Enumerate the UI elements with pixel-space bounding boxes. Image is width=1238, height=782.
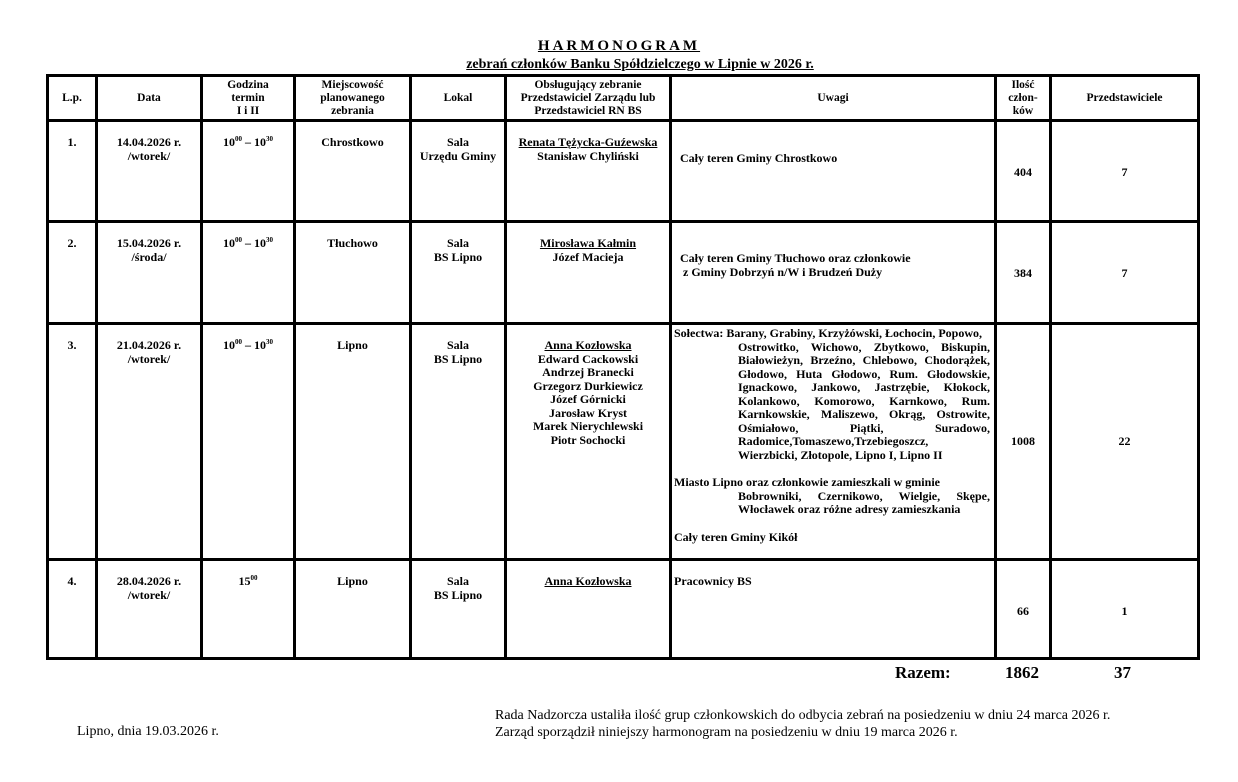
- row-remarks: Pracownicy BS: [671, 560, 996, 659]
- time-text: $15^{00}$: [238, 574, 258, 588]
- day-text: /wtorek/: [127, 351, 171, 366]
- solectwa-first-line: Sołectwa: Barany, Grabiny, Krzyżówski, Łochocin, Popowo,: [674, 326, 983, 340]
- miasto-list: Bobrowniki, Czernikowo, Wielgie, Skępe, Włocławek oraz różne adresy zamieszkania: [738, 488, 990, 516]
- venue-line: Sala: [446, 338, 469, 352]
- miasto-first-line: Miasto Lipno oraz członkowie zamieszkali w gminie: [674, 475, 940, 489]
- header-venue: Lokal: [411, 76, 506, 121]
- header-line: Obsługujący zebranie: [534, 78, 642, 91]
- representative: Józef Macieja: [552, 249, 624, 264]
- venue-line: BS Lipno: [433, 351, 483, 366]
- row-place: Lipno: [295, 324, 411, 560]
- table-row: [48, 222, 1199, 324]
- representative: Józef Górnicki: [550, 392, 626, 406]
- row-remarks: Cały teren Gminy Chrostkowo: [671, 121, 996, 222]
- row-delegates: 22: [1051, 324, 1199, 560]
- header-line: ków: [1012, 104, 1034, 117]
- row-date: [97, 560, 202, 659]
- header-lp: L.p.: [48, 76, 97, 121]
- row-venue: [411, 222, 506, 324]
- solectwa-list: Ostrowitko, Wichowo, Zbytkowo, Biskupin, Białowieżyn, Brzeźno, Chlebowo, Chodorążek, Głodowo, Huta Głodowo, Rum. Głodowskie, Ignackowo, Jankowo, Jastrzębie, Kłokock, Kolankowo, Komorowo, Karnkowo, Rum. Karnkowskie, Maliszewo, Okrąg, Ostrowite, Ośmiałowo, Piątki, Suradowo, Radomice,Tomaszewo,Trzebiegoszcz, Wierzbicki, Złotopole, Lipno I, Lipno II: [738, 339, 990, 462]
- row-remarks: [671, 222, 996, 324]
- row-representatives: [506, 222, 671, 324]
- representative: Jarosław Kryst: [548, 405, 628, 420]
- header-line: człon-: [1008, 91, 1038, 104]
- footer-note-board: Zarząd sporządził niniejszy harmonogram na posiedzeniu w dniu 19 marca 2026 r.: [495, 725, 958, 740]
- row-members: 1008: [996, 324, 1051, 560]
- day-text: /wtorek/: [127, 587, 171, 602]
- primary-representative: Anna Kozłowska: [544, 574, 632, 588]
- row-number: 4.: [48, 560, 97, 659]
- footer-note-council: Rada Nadzorcza ustaliła ilość grup członkowskich do odbycia zebrań na posiedzeniu w dniu 24 marca 2026 r.: [495, 708, 1111, 723]
- representative: Grzegorz Durkiewicz: [533, 378, 643, 393]
- primary-representative: Mirosława Kałmin: [539, 236, 637, 250]
- header-delegates: Przedstawiciele: [1051, 76, 1199, 121]
- row-members: 384: [996, 222, 1051, 324]
- representative: Piotr Sochocki: [550, 432, 626, 447]
- row-members: 404: [996, 121, 1051, 222]
- row-time: [202, 560, 295, 659]
- document-subtitle: zebrań członków Banku Spółdzielczego w Lipnie w 2026 r.: [466, 57, 814, 72]
- remarks-line: z Gminy Dobrzyń n/W i Brudzeń Duży: [683, 264, 883, 279]
- header-line: Godzina: [227, 78, 269, 91]
- header-line: zebrania: [331, 104, 374, 117]
- row-representatives: [506, 324, 671, 560]
- header-line: I i II: [236, 104, 260, 117]
- primary-representative: Renata Tężycka-Guźewska: [518, 135, 658, 149]
- row-date: [97, 222, 202, 324]
- table-row: [48, 121, 1199, 222]
- row-representatives: [506, 560, 671, 659]
- row-time: [202, 324, 295, 560]
- total-delegates: 37: [1114, 663, 1131, 682]
- header-date: Data: [97, 76, 202, 121]
- time-text: $10^{00} - 10^{30}$: [223, 135, 273, 149]
- row-place: Chrostkowo: [295, 121, 411, 222]
- row-number: 1.: [48, 121, 97, 222]
- total-label: Razem:: [895, 663, 951, 682]
- row-representatives: [506, 121, 671, 222]
- primary-representative: Anna Kozłowska: [544, 338, 632, 352]
- row-place: Lipno: [295, 560, 411, 659]
- schedule-table: [46, 74, 1200, 660]
- date-text: 14.04.2026 r.: [116, 135, 182, 149]
- venue-line: Sala: [446, 236, 469, 250]
- representative: Stanisław Chyliński: [537, 148, 639, 163]
- table-row: [48, 324, 1199, 560]
- day-text: /środa/: [131, 249, 167, 264]
- header-place: [295, 76, 411, 121]
- row-delegates: 1: [1051, 560, 1199, 659]
- row-time: [202, 222, 295, 324]
- date-text: 28.04.2026 r.: [116, 574, 182, 588]
- header-row: [48, 76, 1199, 121]
- row-venue: [411, 324, 506, 560]
- row-members: 66: [996, 560, 1051, 659]
- venue-line: Sala: [446, 135, 469, 149]
- header-line: planowanego: [320, 91, 385, 104]
- row-venue: [411, 121, 506, 222]
- row-number: 3.: [48, 324, 97, 560]
- footer-place-date: Lipno, dnia 19.03.2026 r.: [77, 724, 219, 739]
- total-members: 1862: [1005, 663, 1039, 682]
- document-title: HARMONOGRAM: [537, 38, 701, 54]
- row-delegates: 7: [1051, 121, 1199, 222]
- header-remarks: Uwagi: [671, 76, 996, 121]
- venue-line: BS Lipno: [433, 249, 483, 264]
- header-line: Przedstawiciel RN BS: [534, 104, 642, 117]
- time-text: $10^{00} - 10^{30}$: [223, 338, 273, 352]
- representative: Andrzej Branecki: [542, 365, 634, 379]
- date-text: 21.04.2026 r.: [116, 338, 182, 352]
- header-line: termin: [231, 91, 265, 104]
- day-text: /wtorek/: [127, 148, 171, 163]
- row-remarks: [671, 324, 996, 560]
- representative: Edward Cackowski: [537, 351, 639, 366]
- time-text: $10^{00} - 10^{30}$: [223, 236, 273, 250]
- header-time: [202, 76, 295, 121]
- venue-line: Sala: [446, 574, 469, 588]
- header-members: [996, 76, 1051, 121]
- header-representatives: [506, 76, 671, 121]
- row-delegates: 7: [1051, 222, 1199, 324]
- representative: Marek Nierychlewski: [532, 419, 644, 433]
- date-text: 15.04.2026 r.: [116, 236, 182, 250]
- row-date: [97, 324, 202, 560]
- venue-line: Urzędu Gminy: [419, 148, 497, 163]
- row-time: [202, 121, 295, 222]
- row-place: Tłuchowo: [295, 222, 411, 324]
- row-number: 2.: [48, 222, 97, 324]
- kikol-line: Cały teren Gminy Kikół: [674, 529, 798, 544]
- header-line: Ilość: [1011, 78, 1035, 91]
- header-line: Przedstawiciel Zarządu lub: [520, 91, 656, 104]
- remarks-line: Cały teren Gminy Tłuchowo oraz członkowie: [680, 251, 911, 265]
- header-line: Miejscowość: [321, 78, 384, 91]
- table-row: [48, 560, 1199, 659]
- row-venue: [411, 560, 506, 659]
- venue-line: BS Lipno: [433, 587, 483, 602]
- row-date: [97, 121, 202, 222]
